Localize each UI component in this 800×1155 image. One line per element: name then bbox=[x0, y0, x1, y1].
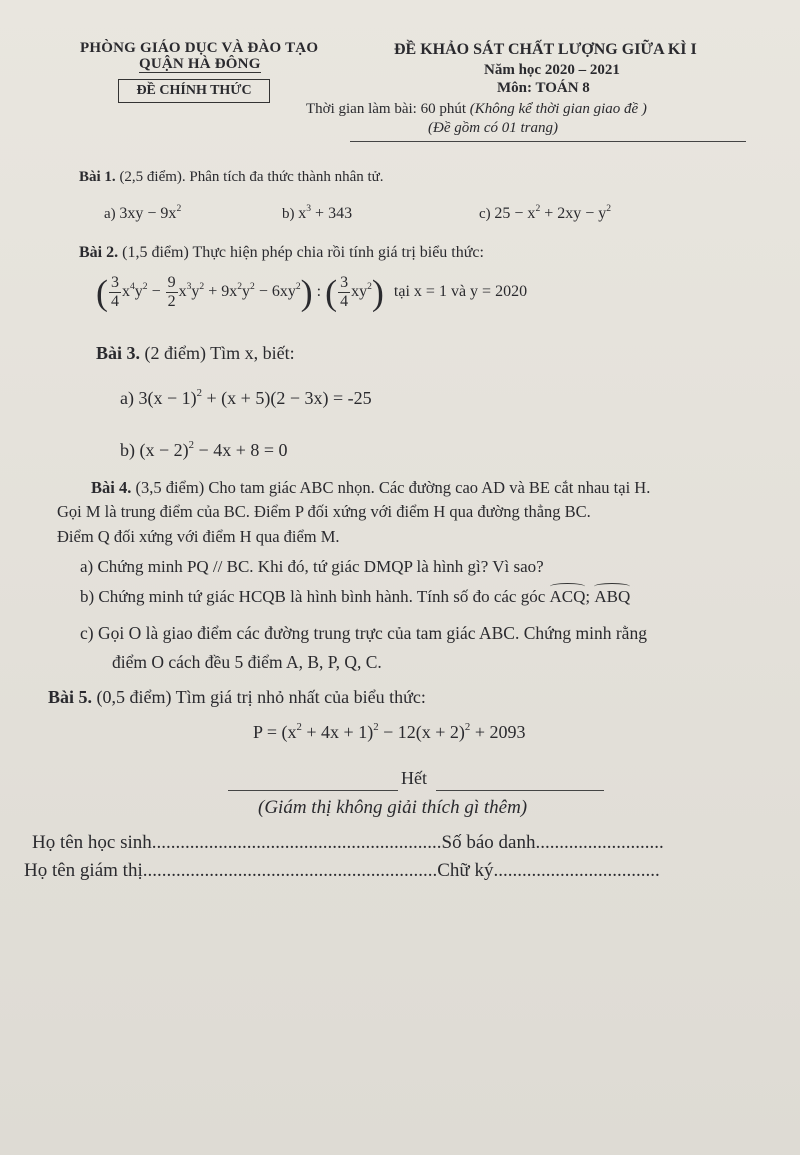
proctor-name-label bbox=[24, 860, 660, 882]
bai4-part-b bbox=[80, 587, 630, 607]
bai5-heading bbox=[48, 687, 426, 708]
student-name-dots: ............................................................. bbox=[151, 832, 442, 853]
bai5-title: Bài 5. bbox=[48, 687, 93, 707]
bai3-a-label: a) bbox=[120, 388, 134, 408]
bai2-expression: ( $\frac{3}{4}$ $x^4y^2$ − $\frac{9}{2}$ $x^3y^2 + 9x^2y^2 - 6xy^2$) : ( $\frac{3}{4}$ $xy^2$) tại x = 1 và y = 2020 bbox=[96, 272, 528, 313]
bai3-a-expression: $3(x - 1)^2 + (x + 5)(2 - 3x)$ bbox=[138, 386, 329, 408]
bai5-expression: $P = (x^2 + 4x + 1)^2 - 12(x + 2)^2 + 2093$ bbox=[253, 720, 526, 742]
signature-dots: ................................... bbox=[493, 860, 660, 881]
candidate-number-dots: ........................... bbox=[535, 832, 664, 853]
bai3-b-rhs: − 4x + 8 = 0 bbox=[194, 440, 288, 460]
bai2-title: Bài 2. bbox=[79, 244, 119, 261]
bai1-a-label: a) bbox=[104, 206, 116, 222]
bai2-condition: tại x = 1 và y = 2020 bbox=[393, 283, 528, 301]
proctor-name-dots: .............................................................. bbox=[142, 860, 438, 881]
angle-separator: ; bbox=[585, 587, 595, 606]
bai3-part-a bbox=[120, 388, 372, 409]
bai3-part-b bbox=[120, 440, 288, 461]
bai4-title: Bài 4. bbox=[91, 478, 132, 497]
bai3-heading bbox=[96, 343, 295, 364]
bai4-line1 bbox=[91, 478, 650, 498]
bai1-b-label: b) bbox=[282, 206, 295, 222]
time-label: Thời gian làm bài: 60 phút bbox=[306, 101, 466, 117]
bai2-heading bbox=[79, 244, 484, 262]
time-note: (Không kể thời gian giao đề ) bbox=[469, 101, 647, 117]
department-name: PHÒNG GIÁO DỤC VÀ ĐÀO TẠO bbox=[80, 40, 319, 56]
school-year: Năm học 2020 – 2021 bbox=[484, 62, 620, 78]
bai1-c-label: c) bbox=[479, 206, 491, 222]
bai4-intro: (3,5 điểm) Cho tam giác ABC nhọn. Các đường cao AD và BE cắt nhau tại H. bbox=[131, 478, 651, 497]
bai3-intro: (2 điểm) Tìm x, biết: bbox=[140, 343, 295, 363]
bai1-b-expression: $x^3 + 343$ bbox=[298, 202, 353, 222]
student-name-label bbox=[32, 832, 664, 854]
bai4-part-a: a) Chứng minh PQ // BC. Khi đó, tứ giác DMQP là hình gì? Vì sao? bbox=[80, 557, 544, 576]
bai3-b-label: b) bbox=[120, 440, 135, 460]
bai1-part-b bbox=[282, 202, 353, 223]
pages-note: (Đề gồm có 01 trang) bbox=[428, 120, 558, 136]
bai3-a-rhs: = -25 bbox=[328, 388, 372, 408]
district-name: QUẬN HÀ ĐÔNG bbox=[139, 56, 261, 72]
bai4-line3: Điểm Q đối xứng với điểm H qua điểm M. bbox=[57, 527, 340, 546]
bai2-intro: (1,5 điểm) Thực hiện phép chia rồi tính giá trị biểu thức: bbox=[118, 244, 484, 261]
subject: Môn: TOÁN 8 bbox=[497, 80, 590, 96]
bai4-line2: Gọi M là trung điểm của BC. Điểm P đối xứng với điểm H qua đường thẳng BC. bbox=[57, 502, 591, 521]
bai1-a-expression: $3xy - 9x^2$ bbox=[119, 202, 182, 222]
proctor-name-text: Họ tên giám thị bbox=[24, 860, 143, 881]
angle-abq: ABQ bbox=[594, 587, 631, 606]
bai3-title: Bài 3. bbox=[96, 343, 141, 363]
bai1-c-expression: $25 - x^2 + 2xy - y^2$ bbox=[494, 202, 612, 222]
bai1-heading bbox=[79, 169, 384, 186]
end-text: Hết bbox=[401, 768, 427, 788]
bai1-part-a bbox=[104, 202, 182, 223]
student-name-text: Họ tên học sinh bbox=[32, 832, 152, 853]
bai1-intro: (2,5 điểm). Phân tích đa thức thành nhân tử. bbox=[115, 169, 384, 185]
angle-acq: ACQ bbox=[549, 587, 586, 606]
signature-text: Chữ ký bbox=[437, 860, 494, 881]
bai4-part-c-line2: điểm O cách đều 5 điểm A, B, P, Q, C. bbox=[112, 652, 382, 672]
bai5-intro: (0,5 điểm) Tìm giá trị nhỏ nhất của biểu thức: bbox=[92, 687, 426, 707]
header-divider bbox=[350, 141, 746, 142]
end-line-right bbox=[436, 790, 604, 791]
end-line-left bbox=[228, 790, 398, 791]
bai1-part-c bbox=[479, 202, 612, 223]
bai1-title: Bài 1. bbox=[79, 169, 116, 185]
bai4-b-text: b) Chứng minh tứ giác HCQB là hình bình hành. Tính số đo các góc bbox=[80, 587, 550, 606]
time-info bbox=[306, 101, 647, 118]
candidate-number-text: Số báo danh bbox=[441, 832, 536, 853]
proctor-note: (Giám thị không giải thích gì thêm) bbox=[258, 797, 528, 818]
bai3-b-expression: $(x - 2)^2$ bbox=[139, 438, 195, 460]
bai4-part-c-line1: c) Gọi O là giao điểm các đường trung trực của tam giác ABC. Chứng minh rằng bbox=[80, 623, 647, 643]
official-label: ĐỀ CHÍNH THỨC bbox=[118, 79, 270, 103]
exam-title: ĐỀ KHẢO SÁT CHẤT LƯỢNG GIỮA KÌ I bbox=[394, 41, 697, 58]
